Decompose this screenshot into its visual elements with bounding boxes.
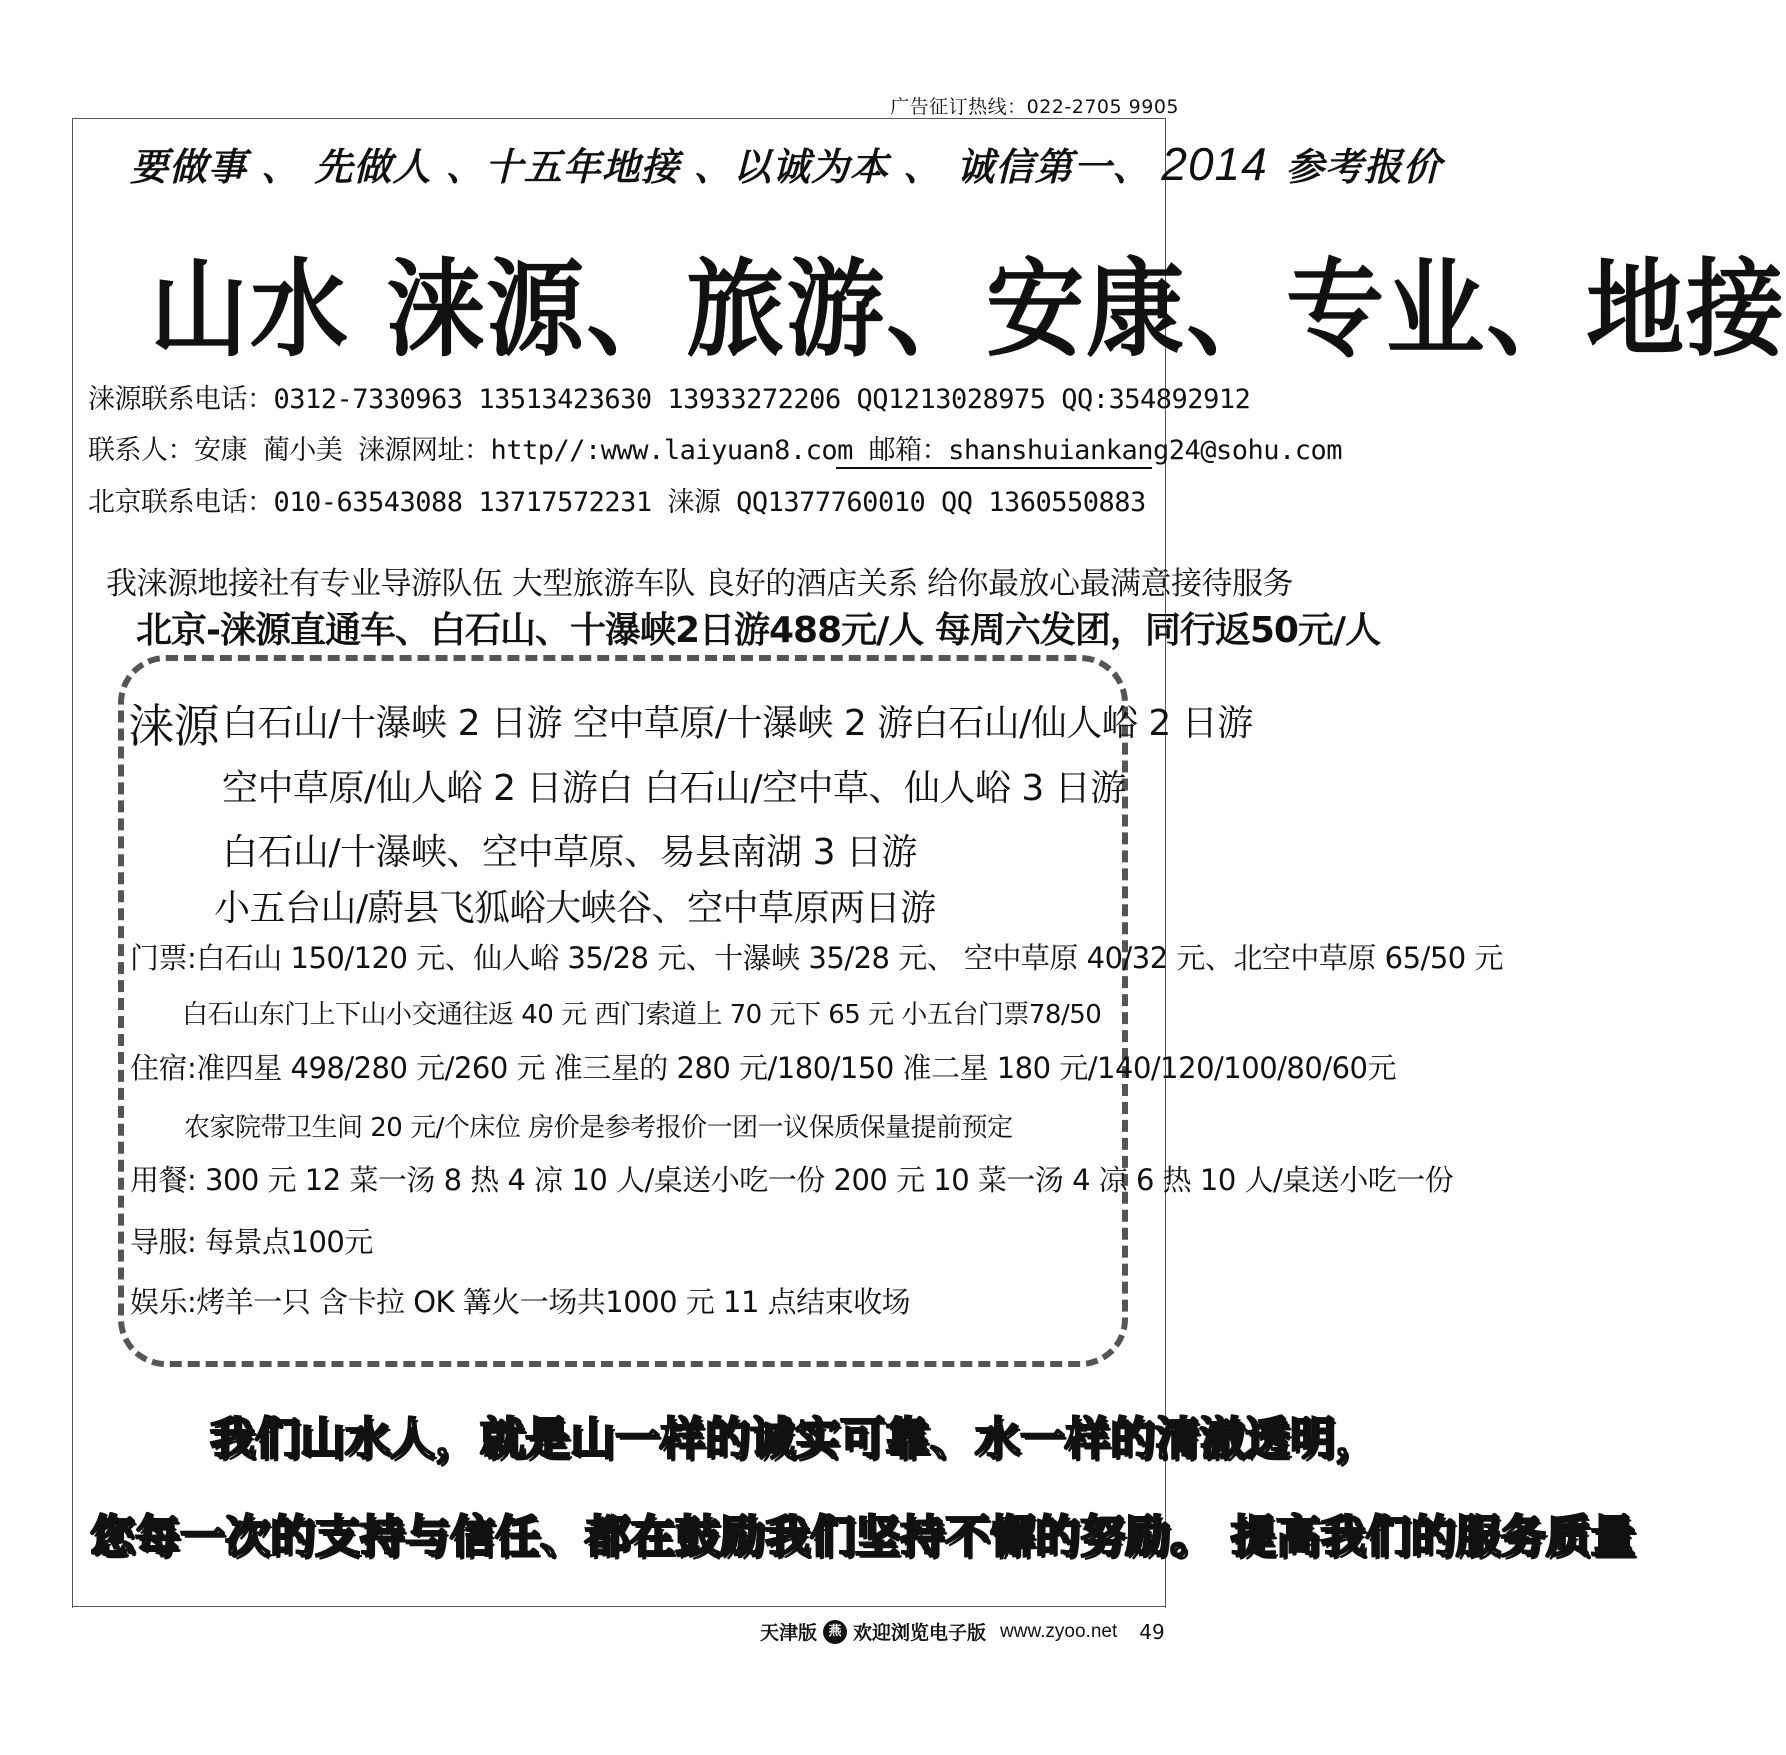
- footer-site-link[interactable]: www.zyoo.net: [1000, 1620, 1118, 1642]
- footer: [760, 1618, 1165, 1645]
- tour-line-4: 小五台山/蔚县飞狐峪大峡谷、空中草原两日游: [214, 888, 936, 929]
- slogan-year: 2014: [1161, 138, 1268, 190]
- slogan-tail: 参考报价: [1285, 145, 1442, 189]
- contact-email[interactable]: shanshuiankang24@sohu.com: [948, 435, 1343, 466]
- email-underline: [836, 467, 1152, 469]
- cta-line-1: 我们山水人，就是山一样的诚实可靠、水一样的清澈透明，: [210, 1412, 1381, 1465]
- lodging-line-2: 农家院带卫生间 20 元/个床位 房价是参考报价一团一议保质保量提前预定: [184, 1113, 1013, 1143]
- tour-line-3: 白石山/十瀑峡、空中草原、易县南湖 3 日游: [222, 832, 917, 873]
- page-number: 49: [1139, 1619, 1165, 1644]
- headline: 山水 涞源、旅游、安康、专业、地接: [150, 248, 1786, 372]
- guide-line: 导服: 每景点100元: [130, 1225, 373, 1259]
- ad-hotline: 广告征订热线：022-2705 9905: [890, 96, 1179, 118]
- footer-welcome: 欢迎浏览电子版: [853, 1622, 987, 1644]
- contact-person-web: [88, 428, 1342, 467]
- contact-person-label: 联系人：安康 蔺小美 涞源网址：http//:www.laiyuan8.com 邮箱：: [88, 435, 949, 466]
- tours-label: 涞源: [128, 699, 219, 753]
- meals-line: 用餐: 300 元 12 菜一汤 8 热 4 凉 10 人/桌送小吃一份 200 元 10 菜一汤 4 凉 6 热 10 人/桌送小吃一份: [130, 1163, 1454, 1197]
- bottom-rule: [72, 1606, 1166, 1607]
- entertainment-line: 娱乐:烤羊一只 含卡拉 OK 篝火一场共1000 元 11 点结束收场: [130, 1285, 911, 1319]
- slogan-text: 要做事 、 先做人 、十五年地接 、以诚为本 、 诚信第一、: [130, 145, 1152, 189]
- footer-edition: 天津版: [760, 1622, 818, 1644]
- direct-bus-offer: 北京-涞源直通车、白石山、十瀑峡2日游488元/人 每周六发团，同行返50元/人: [136, 610, 1381, 651]
- contact-laiyuan-phones: 涞源联系电话：0312-7330963 13513423630 13933272206 QQ1213028975 QQ:354892912: [88, 384, 1251, 415]
- tour-line-1: 白石山/十瀑峡 2 日游 空中草原/十瀑峡 2 游白石山/仙人峪 2 日游: [222, 703, 1253, 744]
- contact-beijing-phones: 北京联系电话：010-63543088 13717572231 涞源 QQ1377760010 QQ 1360550883: [88, 487, 1146, 518]
- service-intro: 我涞源地接社有专业导游队伍 大型旅游车队 良好的酒店关系 给你最放心最满意接待服务: [106, 566, 1294, 602]
- slogan: [130, 136, 1442, 191]
- lodging-line: 住宿:准四星 498/280 元/260 元 准三星的 280 元/180/150 准二星 180 元/140/120/100/80/60元: [130, 1051, 1396, 1085]
- publisher-logo-icon: 燕: [823, 1620, 847, 1644]
- tickets-line-2: 白石山东门上下山小交通往返 40 元 西门索道上 70 元下 65 元 小五台门票78/50: [182, 1000, 1102, 1030]
- tickets-line: 门票:白石山 150/120 元、仙人峪 35/28 元、十瀑峡 35/28 元、 空中草原 40/32 元、北空中草原 65/50 元: [130, 941, 1503, 975]
- cta-line-2: 您每一次的支持与信任、都在鼓励我们坚持不懈的努励。 提高我们的服务质量: [90, 1510, 1636, 1563]
- tour-line-2: 空中草原/仙人峪 2 日游白 白石山/空中草、仙人峪 3 日游: [222, 768, 1126, 809]
